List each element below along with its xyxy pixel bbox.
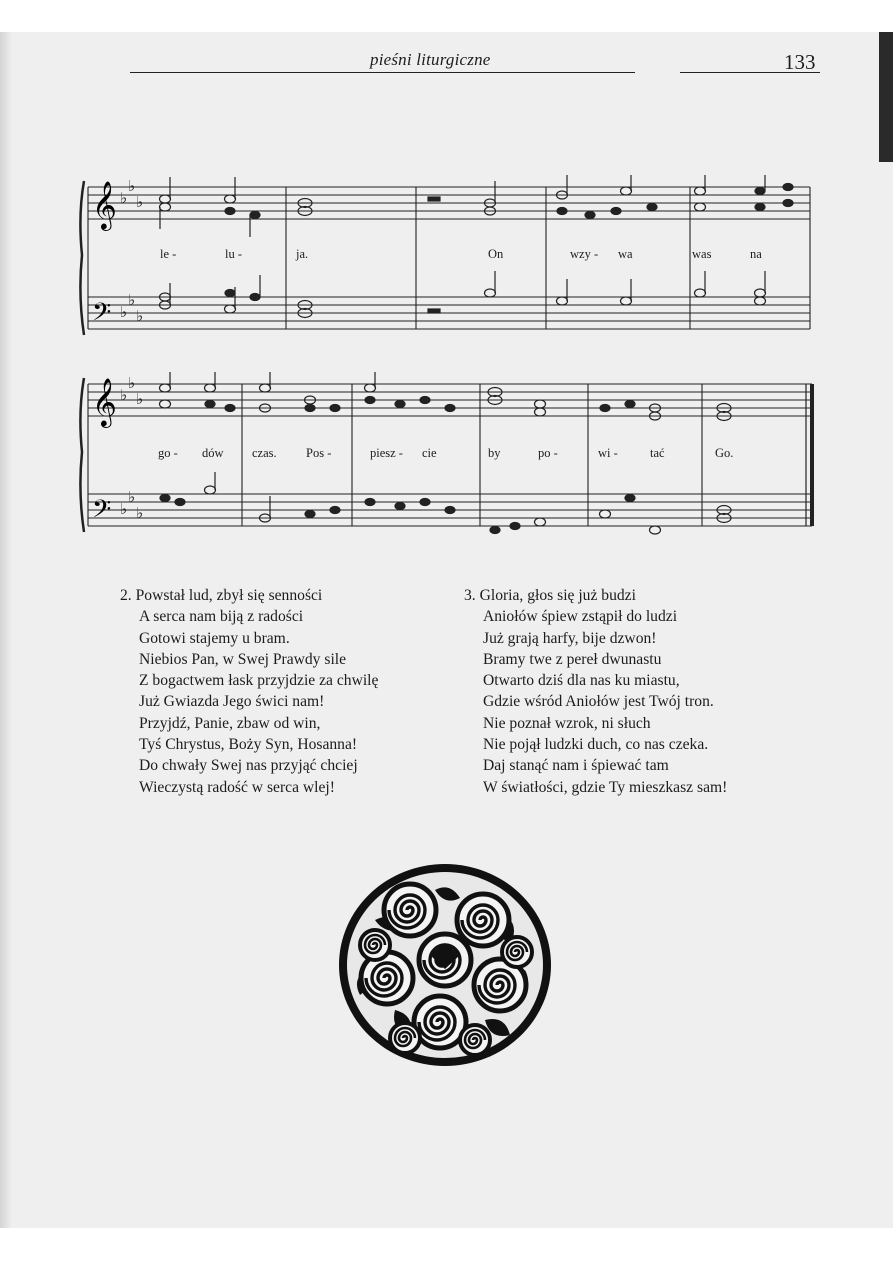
stanza-line: Otwarto dziś dla nas ku miastu, bbox=[483, 672, 680, 690]
syllable: wzy - bbox=[570, 247, 599, 261]
stanza-line: Gotowi stajemy u bram. bbox=[139, 629, 290, 647]
syllable: by bbox=[488, 446, 501, 460]
svg-text:♭: ♭ bbox=[136, 307, 144, 325]
scan-bottom-margin bbox=[0, 1228, 893, 1263]
syllable: piesz - bbox=[370, 446, 403, 460]
page-gutter-shadow bbox=[0, 32, 12, 1228]
stanza-3 bbox=[464, 585, 727, 798]
header-rule-left bbox=[130, 72, 635, 73]
svg-text:♭: ♭ bbox=[128, 291, 136, 309]
svg-text:♭: ♭ bbox=[120, 189, 128, 207]
stanza-line: Wieczystą radość w serca wlej! bbox=[139, 778, 335, 796]
svg-text:𝄢: 𝄢 bbox=[92, 495, 112, 530]
stanza-line: Do chwały Swej nas przyjąć chciej bbox=[139, 757, 358, 775]
syllable: dów bbox=[202, 446, 224, 460]
page-corner-shadow bbox=[879, 32, 893, 162]
music-system-2 bbox=[70, 372, 830, 542]
stanza-line: 3. Gloria, głos się już budzi bbox=[464, 587, 636, 604]
svg-text:♭: ♭ bbox=[128, 374, 136, 392]
syllable: czas. bbox=[252, 446, 277, 460]
music-system-1 bbox=[70, 175, 830, 345]
syllable: wa bbox=[618, 247, 633, 261]
stanza-line: Daj stanąć nam i śpiewać tam bbox=[483, 757, 669, 775]
stanza-line: Aniołów śpiew zstąpił do ludzi bbox=[483, 608, 678, 626]
stanza-2 bbox=[120, 585, 378, 798]
celtic-spiral-ornament-icon bbox=[335, 860, 555, 1075]
grand-staff-2 bbox=[70, 372, 830, 542]
stanza-line: Nie poznał wzrok, ni słuch bbox=[483, 714, 651, 732]
syllable: go - bbox=[158, 446, 178, 460]
syllable: le - bbox=[160, 247, 177, 261]
svg-text:♭: ♭ bbox=[136, 504, 144, 522]
svg-text:𝄞: 𝄞 bbox=[92, 180, 117, 229]
syllable: ja. bbox=[296, 247, 309, 261]
stanza-line: Tyś Chrystus, Boży Syn, Hosanna! bbox=[139, 736, 358, 754]
section-title: pieśni liturgiczne bbox=[370, 50, 491, 69]
grand-staff-1 bbox=[70, 175, 830, 345]
syllable: tać bbox=[650, 446, 665, 460]
syllable: lu - bbox=[225, 247, 243, 261]
syllable: na bbox=[750, 247, 762, 261]
stanza-line: Niebios Pan, w Swej Prawdy sile bbox=[139, 650, 347, 668]
stanza-line: Przyjdź, Panie, zbaw od win, bbox=[139, 714, 321, 732]
syllable: po - bbox=[538, 446, 558, 460]
syllable: was bbox=[692, 247, 712, 261]
svg-text:♭: ♭ bbox=[120, 386, 128, 404]
svg-text:𝄢: 𝄢 bbox=[92, 298, 112, 333]
syllable: On bbox=[488, 247, 504, 261]
stanza-line: A serca nam biją z radości bbox=[139, 608, 304, 626]
syllable: wi - bbox=[598, 446, 618, 460]
stanza-line: Już Gwiazda Jego świci nam! bbox=[139, 693, 325, 711]
svg-text:♭: ♭ bbox=[128, 488, 136, 506]
stanza-line: Już grają harfy, bije dzwon! bbox=[483, 629, 657, 647]
svg-text:♭: ♭ bbox=[136, 193, 144, 211]
syllable: Pos - bbox=[306, 446, 332, 460]
svg-text:♭: ♭ bbox=[136, 390, 144, 408]
svg-text:♭: ♭ bbox=[128, 177, 136, 195]
stanza-line: Bramy twe z pereł dwunastu bbox=[483, 650, 662, 668]
svg-text:♭: ♭ bbox=[120, 500, 128, 518]
page-number: 133 bbox=[784, 50, 816, 74]
syllable: Go. bbox=[715, 446, 734, 460]
stanza-line: 2. Powstał lud, zbył się senności bbox=[120, 587, 323, 604]
stanza-line: Z bogactwem łask przyjdzie za chwilę bbox=[139, 672, 379, 690]
syllable: cie bbox=[422, 446, 437, 460]
svg-text:♭: ♭ bbox=[120, 303, 128, 321]
stanza-line: Nie pojął ludzki duch, co nas czeka. bbox=[483, 736, 709, 754]
stanza-line: Gdzie wśród Aniołów jest Twój tron. bbox=[483, 693, 714, 711]
svg-text:𝄞: 𝄞 bbox=[92, 377, 117, 426]
stanza-line: W światłości, gdzie Ty mieszkasz sam! bbox=[483, 778, 728, 796]
